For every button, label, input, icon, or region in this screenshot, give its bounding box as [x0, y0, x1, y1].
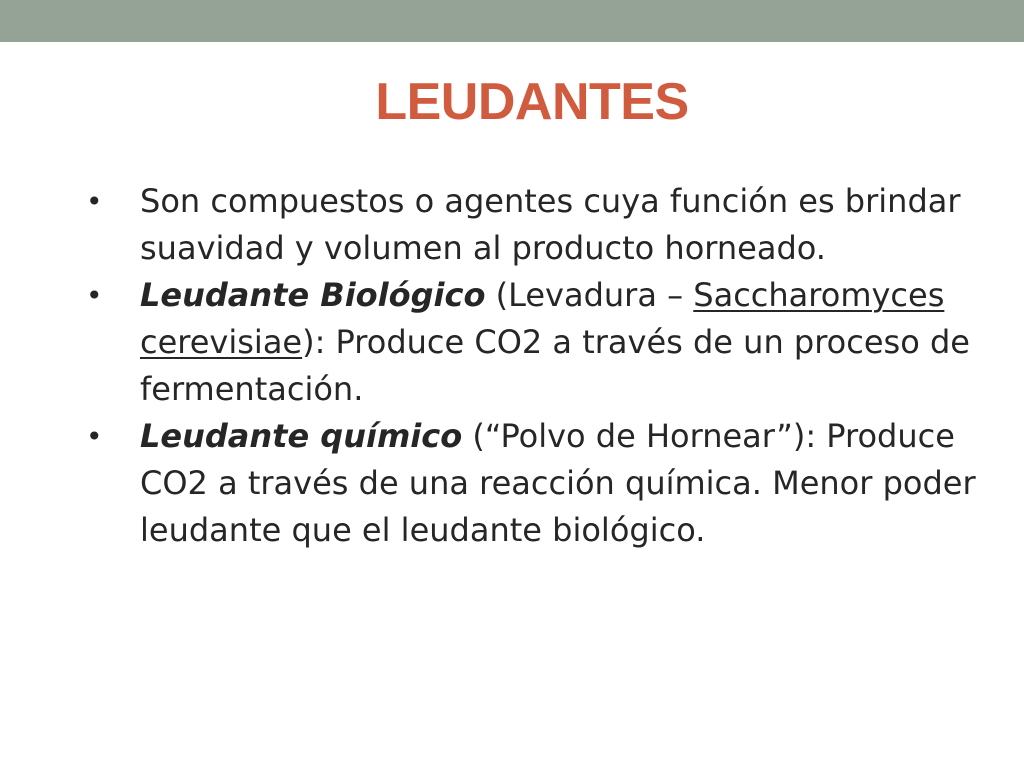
bullet-item-chemical	[86, 413, 986, 554]
slide-title: LEUDANTES	[375, 73, 689, 131]
bullet-list	[86, 178, 986, 554]
bullet-icon: •	[86, 185, 103, 218]
definition-text: Son compuestos o agentes cuya función es brindar suavidad y volumen al producto horneado.	[140, 182, 961, 267]
bullet-icon: •	[86, 279, 103, 312]
biological-pre-text: (Levadura –	[485, 276, 694, 314]
biological-term: Leudante Biológico	[140, 276, 486, 314]
chemical-text: (“Polvo de Hornear”): Produce CO2 a través de una reacción química. Menor poder leudante que el leudante biológico.	[140, 417, 976, 549]
chemical-term: Leudante químico	[140, 417, 463, 455]
species-name: Saccharomyces cerevisiae	[140, 276, 945, 361]
bullet-icon: •	[86, 420, 103, 453]
bullet-item-definition	[86, 178, 986, 272]
biological-post-text: ): Produce CO2 a través de un proceso de fermentación.	[140, 323, 970, 408]
top-accent-bar	[0, 0, 1024, 42]
bullet-item-biological	[86, 272, 986, 413]
